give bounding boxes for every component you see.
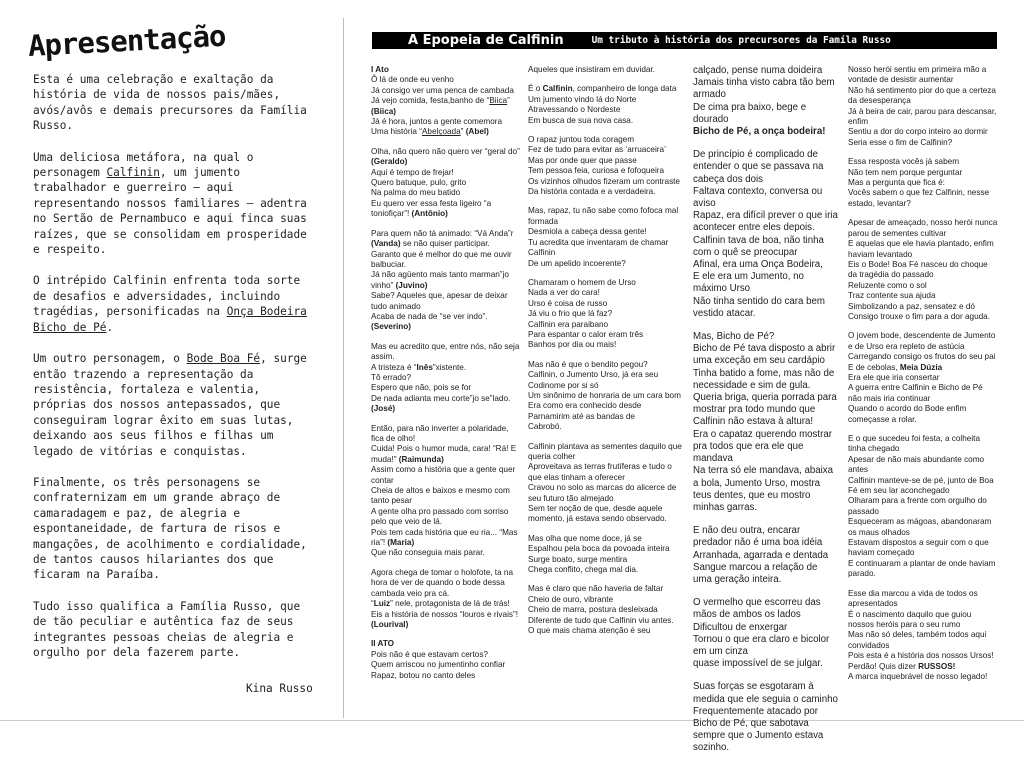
poem-line: De cima pra baixo, bege e dourado xyxy=(693,101,807,125)
poem-stanza xyxy=(528,442,683,525)
poem-line: Frequentemente atacado por Bicho de Pé, que sabotava sempre que o Jumento estava sozinho. xyxy=(693,705,824,754)
poem-line: Para quem não tá animado: “Vá Anda”r xyxy=(371,228,514,238)
poem-line: Então, para não inverter a polaridade, fica de olho! xyxy=(371,423,509,443)
presentation-title: Apresentação xyxy=(27,18,227,64)
poem-line: (Lourival) xyxy=(371,619,409,629)
poem-line: Cabrobó. xyxy=(528,422,562,432)
poem-stanza xyxy=(371,568,521,630)
poem-line: E aquelas que ele havia plantado, enfim haviam levantado xyxy=(848,239,994,259)
poem-line: Eis a história de nossos “louros e rivais”! xyxy=(371,609,518,619)
poem-line: Pois tem cada história que eu ria... “Mas ria”! (Maria) xyxy=(371,527,518,548)
poem-line: (Vanda) se não quiser participar. xyxy=(371,239,490,249)
poem-line: Mas eu acredito que, entre nós, não seja assim. xyxy=(371,341,520,362)
poem-line: Surge boato, surge mentira xyxy=(528,554,628,564)
poem-line: Estavam dispostos a seguir com o que haviam começado xyxy=(848,538,989,558)
poem-line: calçado, pense numa doideira xyxy=(693,65,823,76)
poem-stanza xyxy=(848,434,998,580)
paragraph-text: . xyxy=(106,320,114,334)
poem-line: Garanto que é melhor do que me ouvir balbuciar. xyxy=(371,249,512,269)
poem-line: Cravou no solo as marcas do alicerce de seu futuro tão almejado xyxy=(528,483,677,503)
poem-stanza xyxy=(528,206,683,268)
poem-line: Calfinin tava de boa, não tinha com o quê se preocupar xyxy=(693,234,824,258)
poem-line: Mas olha que nome doce, já se xyxy=(528,533,642,543)
poem-line: (Biica) xyxy=(371,106,397,116)
poem-stanza xyxy=(848,331,998,425)
poem-stanza xyxy=(693,525,838,586)
poem-stanza xyxy=(371,424,521,559)
poem-line: Mas, rapaz, tu não sabe como fofoca mal formada xyxy=(528,206,679,226)
paragraph-text: , um jumento trabalhador e guerreiro – aqui representando nossos familiares – adentra no Sertão de Pernambuco e aqui finca suas raízes, que se consolidam em prosperidade e respeito. xyxy=(33,166,307,257)
poem-line: Um jumento vindo lá do Norte xyxy=(528,94,637,104)
poem-line: Afinal, era uma Onça Bodeira, xyxy=(693,259,823,271)
presentation-paragraph xyxy=(33,72,318,134)
poem-line: Na terra só ele mandava, abaixa a bola, Jumento Urso, mostra teus dentes, que eu mostro minhas garras. xyxy=(693,465,834,513)
poem-header xyxy=(372,32,997,49)
poem-line: Cheio de marra, postura desleixada xyxy=(528,605,658,615)
poem-line: Aproveitava as terras frutíferas e tudo o que elas tinham a oferecer xyxy=(528,462,672,482)
poem-line: Calfinin era paraibano xyxy=(528,319,609,329)
poem-line: Arranhada, agarrada e dentada xyxy=(693,549,829,561)
poem-line: Não tinha sentido do cara bem vestido atacar. xyxy=(693,295,825,319)
poem-line: Mas não é que o bendito pegou? xyxy=(528,359,648,369)
presentation-page xyxy=(27,18,318,676)
poem-line: E ele era um Jumento, no máximo Urso xyxy=(693,271,804,295)
poem-stanza xyxy=(528,534,683,576)
poem-line: Cuida! Pois o humor muda, cara! “Rá! E muda!” (Raimunda) xyxy=(371,444,517,464)
paragraph-text: Um outro personagem, o xyxy=(33,352,187,366)
paragraph-text: Esta é uma celebração e exaltação da história de vida de nossos pais/mães, avós/avôs e demais precursores da Família Russo. xyxy=(33,73,307,133)
poem-line: Eu quero ver essa festa ligeiro “a toniofiçar”! (Antônio) xyxy=(371,198,492,219)
poem-line: O rapaz juntou toda coragem xyxy=(528,135,635,145)
poem-line: De nada adianta meu corte”jo se”lado. xyxy=(371,393,511,403)
poem-line: “Luiz” nele, protagonista de lá de trás! xyxy=(371,599,510,609)
poem-line: Suas forças se esgotaram à medida que ele seguia o caminho xyxy=(693,681,838,705)
poem-line: Seria esse o fim de Calfinin? xyxy=(848,137,953,147)
poem-line: Chamaram o homem de Urso xyxy=(528,277,636,287)
poem-line: Esse dia marcou a vida de todos os apresentados xyxy=(848,588,978,609)
poem-line: Aqueles que insistiram em duvidar. xyxy=(528,65,655,74)
poem-line: Agora chega de tomar o holofote, ta na hora de ver de quando o bode dessa cambada veio pra cá. xyxy=(371,567,514,598)
poem-line: Perdão! Quis dizer RUSSOS! xyxy=(848,661,956,671)
poem-line: Sangue marcou a relação de uma geração inteira. xyxy=(693,561,818,585)
paragraph-text: O intrépido Calfinin enfrenta toda sorte de desafios e adversidades, incluindo tragédias, personificadas na xyxy=(33,274,301,319)
poem-line: II ATO xyxy=(371,639,395,649)
poem-line: A marca inquebrável de nosso legado! xyxy=(848,671,988,681)
poem-line: Tu acredita que inventaram de chamar Calfinin xyxy=(528,237,669,258)
poem-line: Nosso herói sentiu em primeira mão a vontade de desistir aumentar xyxy=(848,65,987,85)
poem-line: (José) xyxy=(371,404,396,414)
poem-line: E de cebolas, Meia Dúzia xyxy=(848,362,943,372)
poem-line: Não há sentimento pior do que a certeza da desesperança xyxy=(848,85,996,106)
paragraph-text: , surge então trazendo a representação da resistência, fortaleza e valentia, próprias dos nossos antepassados, que conseguiram lograr êxito em suas lutas, deixando aos seus filhos e filhas um legado de vitórias e conquistas. xyxy=(33,352,307,458)
character-name: Calfinin xyxy=(106,166,160,180)
poem-line: Tô errado? xyxy=(371,372,412,382)
poem-line: De princípio é complicado de entender o que se passava na cabeça dos dois xyxy=(693,149,824,185)
poem-stanza xyxy=(371,147,521,220)
poem-line: Em busca de sua nova casa. xyxy=(528,115,634,125)
poem-stanza xyxy=(528,135,683,197)
poem-line: A tristeza é “Inês”xistente. xyxy=(371,362,467,372)
poem-column-1 xyxy=(371,65,521,690)
poem-line: Espero que não, pois se for xyxy=(371,383,472,393)
poem-stanza xyxy=(848,157,998,209)
character-name: Bode Boa Fé xyxy=(186,352,261,366)
poem-line: Carregando consigo os frutos do seu pai xyxy=(848,352,996,362)
presentation-paragraph xyxy=(33,273,318,335)
poem-column-4 xyxy=(848,65,998,691)
poem-line: (Severino) xyxy=(371,322,412,332)
poem-line: Mas é claro que não haveria de faltar xyxy=(528,584,664,594)
presentation-body xyxy=(33,72,318,660)
poem-line: Os vizinhos olhudos fizeram um contraste xyxy=(528,176,680,186)
poem-subtitle: Um tributo à história dos precursores da Famíla Russo xyxy=(591,35,891,46)
poem-stanza xyxy=(371,342,521,415)
poem-line: E não deu outra, encarar predador não é uma boa idéia xyxy=(693,525,823,549)
poem-line: Uma história “Abelçoada” (Abel) xyxy=(371,127,489,137)
poem-line: Vocês sabem o que fez Calfinin, nesse estado, levantar? xyxy=(848,188,990,208)
poem-line: (Geraldo) xyxy=(371,157,408,167)
poem-line: Para espantar o calor eram três xyxy=(528,329,644,339)
poem-line: Já viu o frio que lá faz? xyxy=(528,309,613,319)
poem-line: Bicho de Pé tava disposto a abrir uma exceção em seu cardápio xyxy=(693,343,836,367)
poem-line: Mas a pergunta que fica é: xyxy=(848,178,945,188)
presentation-paragraph xyxy=(33,599,318,661)
poem-line: Era ele que iria consertar xyxy=(848,372,940,382)
poem-line: O vermelho que escorreu das mãos de ambos os lados xyxy=(693,597,821,621)
poem-line: Banhos por dia ou mais! xyxy=(528,340,617,350)
poem-line: Mas, Bicho de Pé? xyxy=(693,331,775,343)
poem-stanza xyxy=(528,84,683,126)
poem-line: Dificultou de enxergar xyxy=(693,621,788,633)
poem-line: É o Calfinin, companheiro de longa data xyxy=(528,84,677,94)
poem-line: O que mais chama atenção é seu xyxy=(528,626,651,636)
poem-line: Eis o Bode! Boa Fé nasceu do choque da tragédia do passado xyxy=(848,259,988,280)
paragraph-text: Uma deliciosa metáfora, na qual o personagem xyxy=(33,150,254,180)
poem-line: Olharam para a frente com orgulho do passado xyxy=(848,496,987,516)
poem-line: Cheia de altos e baixos e mesmo com tanto pesar xyxy=(371,486,510,506)
poem-line: Reluzente como o sol xyxy=(848,280,927,290)
poem-stanza xyxy=(848,65,998,148)
poem-column-2 xyxy=(528,65,683,646)
poem-stanza xyxy=(848,589,998,683)
poem-stanza xyxy=(371,639,521,681)
poem-stanza xyxy=(528,584,683,636)
signature: Kina Russo xyxy=(246,682,313,695)
poem-line: A gente olha pro passado com sorriso pelo que veio de lá. xyxy=(371,506,509,527)
poem-line: E o que sucedeu foi festa, a colheita tinha chegado xyxy=(848,434,980,454)
poem-stanza xyxy=(528,360,683,433)
poem-line: Apesar de não mais abundante como antes xyxy=(848,454,985,475)
poem-line: Sem ter noção de que, desde aquele momento, já estava sendo observado. xyxy=(528,504,667,524)
poem-line: Diferente de tudo que Calfinin viu antes. xyxy=(528,615,674,625)
presentation-paragraph xyxy=(33,351,318,459)
poem-line: Pois esta é a história dos nossos Ursos! xyxy=(848,651,994,661)
page-divider xyxy=(343,18,344,718)
poem-line: Bicho de Pé, a onça bodeira! xyxy=(693,126,826,138)
poem-stanza xyxy=(693,149,838,320)
poem-line: Calfinin, o Jumento Urso, já era seu xyxy=(528,370,659,380)
poem-line: Nada a ver do cara! xyxy=(528,288,600,298)
poem-line: Acaba de nada de “se ver indo”. xyxy=(371,311,488,321)
poem-line: Na palma do meu batido xyxy=(371,188,461,198)
poem-stanza xyxy=(693,65,838,138)
poem-title: A Epopeia de Calfinin xyxy=(408,33,564,48)
poem-line: E continuaram a plantar de onde haviam parado. xyxy=(848,558,996,579)
poem-line: Cheio de ouro, vibrante xyxy=(528,594,614,604)
paragraph-text: Finalmente, os três personagens se confraternizam em um grande abraço de camaradagem e paz, de alegria e espontaneidade, de fartura de risos e mangações, de acolhimento e cordialidade, de tantos causos hilariantes dos que ficaram na Paraíba. xyxy=(33,475,307,582)
poem-line: Tinha batido a fome, mas não de necessidade e sim de gula. xyxy=(693,367,835,391)
poem-line: Já não agüento mais tanto marman”jo vinho” (Juvino) xyxy=(371,270,509,290)
poem-line: Queria briga, queria porrada para mostrar pra todo mundo que Calfinin não estava à altura! xyxy=(693,392,837,428)
poem-line: Desmiola a cabeça dessa gente! xyxy=(528,227,647,237)
poem-stanza xyxy=(693,681,838,754)
poem-line: Essa resposta vocês já sabem xyxy=(848,157,960,167)
poem-line: Apesar de ameaçado, nosso herói nunca parou de sementes cultivar xyxy=(848,218,998,238)
poem-line: Rapaz, era difícil prever o que iria acontecer entre eles depois. xyxy=(693,210,838,234)
poem-line: Urso é coisa de russo xyxy=(528,298,608,308)
poem-line: Aqui é tempo de frejar! xyxy=(371,167,454,177)
poem-line: Ô lá de onde eu venho xyxy=(371,75,454,85)
poem-line: Espalhou pela boca da povoada inteira xyxy=(528,544,670,554)
poem-line: Atravessando o Nordeste xyxy=(528,105,621,115)
poem-line: Já consigo ver uma penca de cambada xyxy=(371,85,514,95)
poem-line: Chega conflito, chega mal dia. xyxy=(528,565,639,575)
poem-line: Quero batuque, pulo, grito xyxy=(371,178,467,188)
poem-line: Parnamirim até as bandas de xyxy=(528,411,635,421)
poem-stanza xyxy=(693,331,838,514)
poem-line: quase impossível de se julgar. xyxy=(693,658,823,670)
poem-line: Consigo trouxe o fim para a dor aguda. xyxy=(848,311,991,321)
poem-line: Calfinin plantava as sementes daquilo que queria colher xyxy=(528,441,682,461)
poem-stanza xyxy=(528,65,683,75)
poem-line: O jovem bode, descendente de Jumento e de Urso era repleto de astúcia xyxy=(848,331,996,351)
poem-line: De um apelido incoerente? xyxy=(528,258,626,268)
poem-line: Da história contada e a verdadeira. xyxy=(528,187,656,197)
poem-line: I Ato xyxy=(371,65,389,74)
poem-stanza xyxy=(371,229,521,333)
poem-line: Rapaz, botou no canto deles xyxy=(371,670,476,680)
poem-line: Pois não é que estavam certos? xyxy=(371,649,488,659)
poem-line: Já é hora, juntos a gente comemora xyxy=(371,117,503,127)
poem-line: É o nascimento daquilo que guiou nossos heróis para o seu rumo xyxy=(848,609,972,629)
presentation-paragraph xyxy=(33,150,318,258)
poem-line: Quem arriscou no jumentinho confiar xyxy=(371,660,506,670)
poem-line: Simbolizando a paz, sensatez e dó xyxy=(848,301,975,311)
poem-line: Sabe? Aqueles que, apesar de deixar tudo animado xyxy=(371,291,508,311)
poem-line: Assim como a história que a gente quer contar xyxy=(371,465,516,485)
poem-line: Mas não só deles, também todos aqui convidados xyxy=(848,630,987,650)
poem-line: Esqueceram as mágoas, abandonaram os maus olhados xyxy=(848,517,992,537)
poem-line: Tornou o que era claro e bicolor em um cinza xyxy=(693,633,830,657)
poem-line: Fez de tudo para evitar as ‘arruaceira’ xyxy=(528,145,666,155)
poem-stanza xyxy=(371,65,521,138)
poem-line: Codinome por si só xyxy=(528,380,599,390)
poem-column-3 xyxy=(693,65,838,766)
poem-line: Traz contente sua ajuda xyxy=(848,291,936,301)
poem-line: Um sinônimo de honraria de um cara bom xyxy=(528,390,681,400)
bottom-rule xyxy=(0,720,1024,721)
character-name: Onça Bodeira Bicho de Pé xyxy=(33,305,307,334)
poem-line: Já à beira de cair, parou para descansar, enfim xyxy=(848,106,997,127)
poem-stanza xyxy=(848,218,998,322)
poem-line: Calfinin manteve-se de pé, junto de Boa Fé em seu lar aconchegado xyxy=(848,475,994,496)
poem-line: Faltava contexto, conversa ou aviso xyxy=(693,185,823,210)
poem-line: Era como era conhecido desde xyxy=(528,401,642,411)
poem-line: Que não conseguia mais parar. xyxy=(371,548,485,558)
poem-stanza xyxy=(528,278,683,351)
poem-line: Quando o acordo do Bode enfim começasse a rolar. xyxy=(848,404,967,424)
poem-line: Mas por onde quer que passe xyxy=(528,155,637,165)
poem-line: Olha, não quero não quero ver “geral do” xyxy=(371,146,520,156)
poem-line: Sentiu a dor do corpo inteiro ao dormir xyxy=(848,127,988,137)
poem-line: A guerra entre Calfinin e Bicho de Pé não mais iria continuar xyxy=(848,383,983,403)
poem-stanza xyxy=(693,597,838,670)
presentation-paragraph xyxy=(33,475,318,583)
poem-line: Tem pessoa feia, curiosa e fofoqueira xyxy=(528,166,665,176)
poem-line: Jamais tinha visto cabra tão bem armado xyxy=(693,77,835,101)
poem-line: Não tem nem porque perguntar xyxy=(848,167,963,177)
poem-line: Era o capataz querendo mostrar pra todos que era ele que mandava xyxy=(693,428,832,465)
poem-line: Já vejo comida, festa,banho de “Biica” xyxy=(371,96,510,106)
paragraph-text: Tudo isso qualifica a Família Russo, que de tão peculiar e autêntica faz de seus integrantes pessoas cheias de alegria e orgulho por dela fazerem parte. xyxy=(33,599,301,659)
